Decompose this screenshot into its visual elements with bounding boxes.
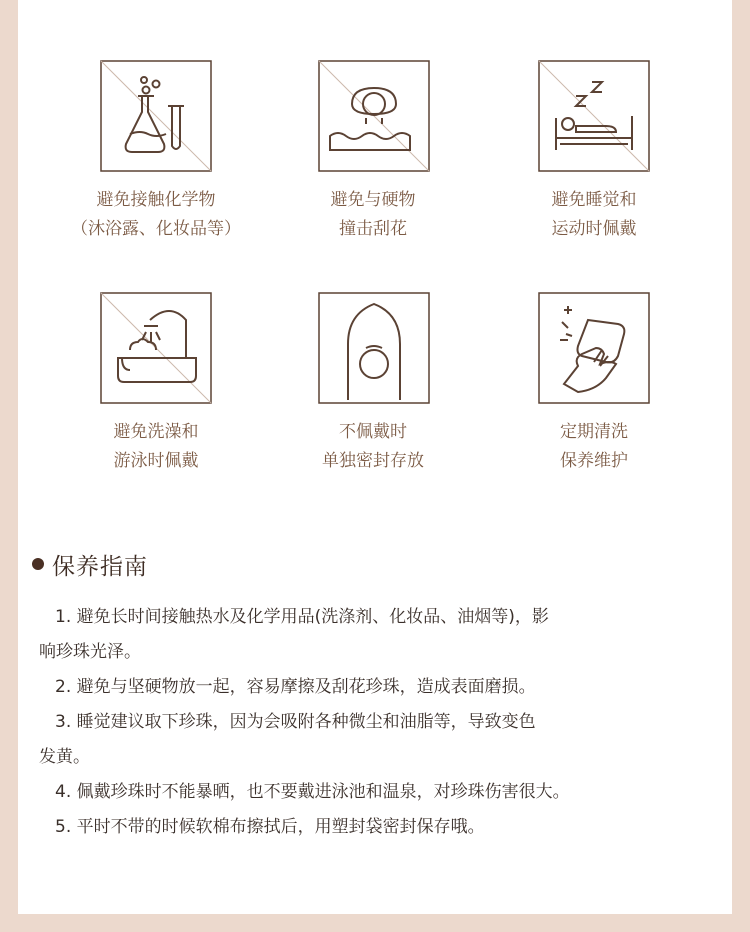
caption-line: 运动时佩戴 bbox=[551, 219, 637, 239]
caption-line: 单独密封存放 bbox=[322, 451, 424, 471]
caption-line: 保养维护 bbox=[560, 451, 628, 471]
tip-line: 2. 避免与坚硬物放一起，容易摩擦及刮花珍珠，造成表面磨损。 bbox=[55, 677, 536, 697]
tip-line: 响珍珠光泽。 bbox=[39, 642, 141, 662]
caption-sleeping bbox=[474, 186, 714, 244]
caption-bath bbox=[36, 418, 276, 476]
caption-line: 避免与硬物 bbox=[330, 190, 416, 210]
caption-pearl-bag bbox=[253, 418, 493, 476]
care-tips-list bbox=[39, 600, 695, 845]
caption-line: 避免接触化学物 bbox=[96, 190, 216, 210]
caption-cleaning bbox=[474, 418, 714, 476]
caption-line: 定期清洗 bbox=[560, 422, 628, 442]
caption-line: 撞击刮花 bbox=[339, 219, 407, 239]
tip-line: 1. 避免长时间接触热水及化学用品(洗涤剂、化妆品、油烟等)，影 bbox=[55, 607, 549, 627]
caption-line: 避免洗澡和 bbox=[113, 422, 199, 442]
care-guide-heading bbox=[32, 544, 148, 584]
caption-chemistry bbox=[36, 186, 276, 244]
pearl-impact-icon bbox=[318, 60, 430, 172]
section-title: 保养指南 bbox=[52, 553, 148, 580]
caption-line: 避免睡觉和 bbox=[551, 190, 637, 210]
chemistry-flask-icon bbox=[100, 60, 212, 172]
tip-line: 5. 平时不带的时候软棉布擦拭后，用塑封袋密封保存哦。 bbox=[55, 817, 485, 837]
caption-line: 游泳时佩戴 bbox=[113, 451, 199, 471]
sleeping-bed-icon bbox=[538, 60, 650, 172]
pearl-bag-icon bbox=[318, 292, 430, 404]
tip-line: 3. 睡觉建议取下珍珠，因为会吸附各种微尘和油脂等，导致变色 bbox=[55, 712, 536, 732]
caption-line: （沐浴露、化妆品等） bbox=[71, 219, 241, 239]
bath-shower-icon bbox=[100, 292, 212, 404]
tip-line: 发黄。 bbox=[39, 747, 90, 767]
bullet-icon bbox=[32, 558, 44, 570]
caption-pearl-impact bbox=[253, 186, 493, 244]
caption-line: 不佩戴时 bbox=[339, 422, 407, 442]
tip-line: 4. 佩戴珍珠时不能暴晒，也不要戴进泳池和温泉，对珍珠伤害很大。 bbox=[55, 782, 570, 802]
cleaning-cloth-icon bbox=[538, 292, 650, 404]
